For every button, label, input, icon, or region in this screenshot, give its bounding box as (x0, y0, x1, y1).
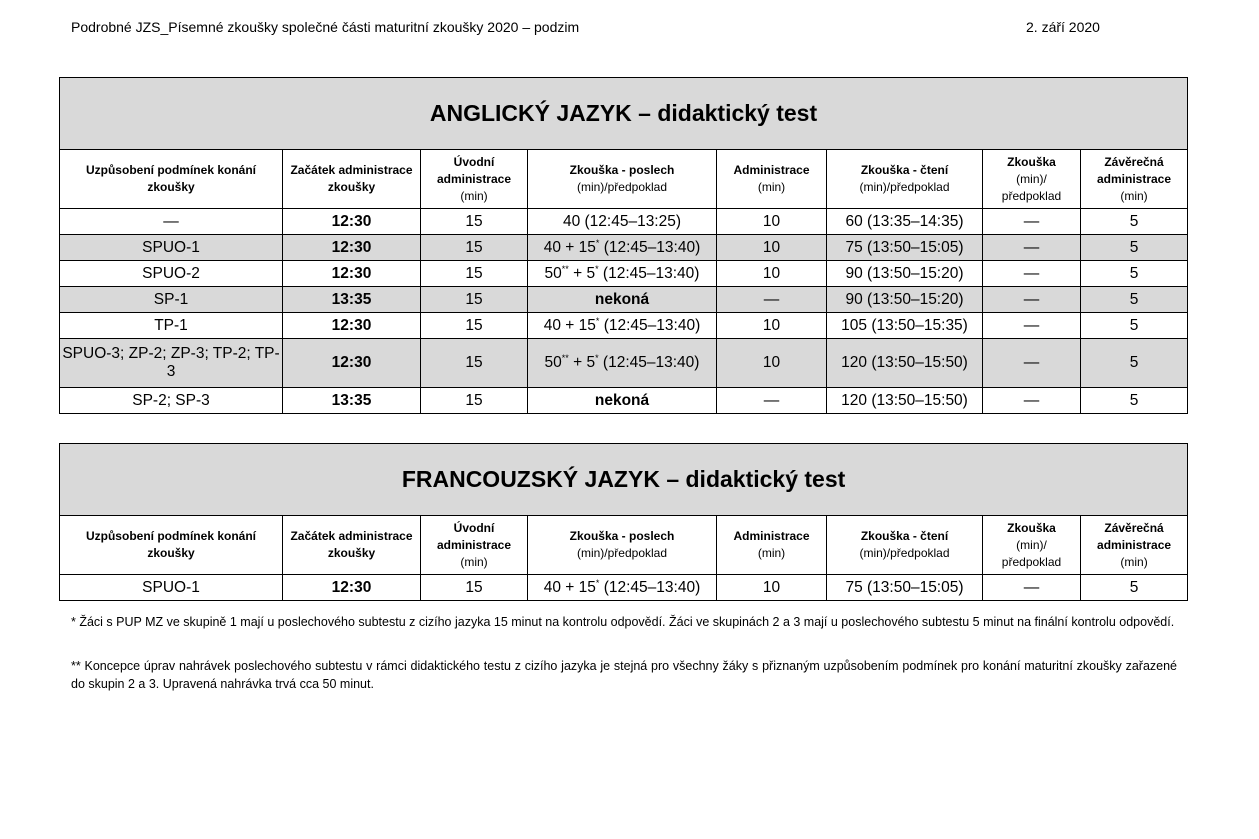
cell-exam: — (983, 313, 1081, 339)
col-header-intro: Úvodní administrace (min) (421, 150, 528, 209)
cell-intro: 15 (421, 209, 528, 235)
cell-admin: 10 (717, 339, 827, 388)
col-header-conditions: Uzpůsobení podmínek konání zkoušky (60, 150, 283, 209)
table-title: FRANCOUZSKÝ JAZYK – didaktický test (60, 444, 1188, 516)
cell-exam: — (983, 339, 1081, 388)
table-row (60, 209, 1188, 235)
footnote-double-asterisk: ** Koncepce úprav nahrávek poslechového subtestu v rámci didaktického testu z cizího jazyka je stejná pro všechny žáky s přiznaným uzpůsobením podmínek pro konání maturitní zkoušky zařazené do skupin 2 a 3. Upravená nahrávka trvá cca 50 minut. (71, 659, 1177, 691)
cell-intro: 15 (421, 313, 528, 339)
cell-conditions: TP-1 (60, 313, 283, 339)
cell-listening: 40 (12:45–13:25) (528, 209, 717, 235)
table-row (60, 313, 1188, 339)
cell-admin: 10 (717, 575, 827, 601)
cell-listening: 50** + 5* (12:45–13:40) (528, 339, 717, 388)
cell-exam: — (983, 575, 1081, 601)
cell-conditions: SP-2; SP-3 (60, 388, 283, 414)
cell-final: 5 (1081, 209, 1188, 235)
table-row (60, 261, 1188, 287)
cell-intro: 15 (421, 261, 528, 287)
cell-conditions: — (60, 209, 283, 235)
cell-intro: 15 (421, 575, 528, 601)
table-title: ANGLICKÝ JAZYK – didaktický test (60, 78, 1188, 150)
french-schedule-table (59, 443, 1188, 601)
cell-start: 12:30 (283, 575, 421, 601)
cell-intro: 15 (421, 287, 528, 313)
cell-exam: — (983, 261, 1081, 287)
cell-listening: 40 + 15* (12:45–13:40) (528, 575, 717, 601)
cell-intro: 15 (421, 339, 528, 388)
cell-conditions: SPUO-3; ZP-2; ZP-3; TP-2; TP-3 (60, 339, 283, 388)
col-header-intro: Úvodní administrace (min) (421, 516, 528, 575)
table-row (60, 388, 1188, 414)
col-header-start: Začátek administrace zkoušky (283, 150, 421, 209)
col-header-listening: Zkouška - poslech (min)/předpoklad (528, 516, 717, 575)
table-row (60, 575, 1188, 601)
cell-conditions: SPUO-1 (60, 575, 283, 601)
table-row (60, 235, 1188, 261)
cell-admin: — (717, 388, 827, 414)
col-header-reading: Zkouška - čtení (min)/předpoklad (827, 516, 983, 575)
cell-exam: — (983, 388, 1081, 414)
cell-start: 12:30 (283, 339, 421, 388)
cell-start: 12:30 (283, 235, 421, 261)
cell-reading: 75 (13:50–15:05) (827, 235, 983, 261)
cell-exam: — (983, 235, 1081, 261)
cell-start: 13:35 (283, 388, 421, 414)
english-schedule-table (59, 77, 1188, 414)
col-header-exam: Zkouška (min)/ předpoklad (983, 516, 1081, 575)
cell-admin: 10 (717, 235, 827, 261)
cell-reading: 60 (13:35–14:35) (827, 209, 983, 235)
cell-intro: 15 (421, 388, 528, 414)
cell-admin: 10 (717, 209, 827, 235)
cell-listening: 50** + 5* (12:45–13:40) (528, 261, 717, 287)
col-header-reading: Zkouška - čtení (min)/předpoklad (827, 150, 983, 209)
cell-listening: nekoná (528, 388, 717, 414)
col-header-start: Začátek administrace zkoušky (283, 516, 421, 575)
cell-intro: 15 (421, 235, 528, 261)
col-header-admin: Administrace (min) (717, 150, 827, 209)
cell-start: 12:30 (283, 261, 421, 287)
cell-exam: — (983, 209, 1081, 235)
col-header-exam: Zkouška (min)/ předpoklad (983, 150, 1081, 209)
cell-listening: nekoná (528, 287, 717, 313)
col-header-listening: Zkouška - poslech (min)/předpoklad (528, 150, 717, 209)
cell-final: 5 (1081, 339, 1188, 388)
cell-reading: 120 (13:50–15:50) (827, 388, 983, 414)
cell-reading: 90 (13:50–15:20) (827, 287, 983, 313)
cell-listening: 40 + 15* (12:45–13:40) (528, 313, 717, 339)
cell-reading: 90 (13:50–15:20) (827, 261, 983, 287)
col-header-conditions: Uzpůsobení podmínek konání zkoušky (60, 516, 283, 575)
col-header-admin: Administrace (min) (717, 516, 827, 575)
cell-start: 12:30 (283, 313, 421, 339)
col-header-final: Závěrečná administrace (min) (1081, 150, 1188, 209)
cell-final: 5 (1081, 235, 1188, 261)
cell-final: 5 (1081, 575, 1188, 601)
cell-reading: 120 (13:50–15:50) (827, 339, 983, 388)
cell-final: 5 (1081, 261, 1188, 287)
document-header-title: Podrobné JZS_Písemné zkoušky společné části maturitní zkoušky 2020 – podzim (71, 19, 580, 35)
table-row (60, 287, 1188, 313)
col-header-final: Závěrečná administrace (min) (1081, 516, 1188, 575)
cell-listening: 40 + 15* (12:45–13:40) (528, 235, 717, 261)
cell-reading: 75 (13:50–15:05) (827, 575, 983, 601)
cell-conditions: SPUO-1 (60, 235, 283, 261)
cell-conditions: SP-1 (60, 287, 283, 313)
cell-admin: — (717, 287, 827, 313)
cell-exam: — (983, 287, 1081, 313)
table-row (60, 339, 1188, 388)
cell-admin: 10 (717, 313, 827, 339)
cell-admin: 10 (717, 261, 827, 287)
column-header-row (60, 150, 1188, 209)
cell-final: 5 (1081, 313, 1188, 339)
column-header-row (60, 516, 1188, 575)
cell-start: 12:30 (283, 209, 421, 235)
cell-reading: 105 (13:50–15:35) (827, 313, 983, 339)
footnote-single-asterisk: * Žáci s PUP MZ ve skupině 1 mají u poslechového subtestu z cizího jazyka 15 minut na kontrolu odpovědí. Žáci ve skupinách 2 a 3 mají u poslechového subtestu 5 minut na finální kontrolu odpovědí. (71, 615, 1175, 629)
document-header-date: 2. září 2020 (1026, 19, 1100, 35)
cell-start: 13:35 (283, 287, 421, 313)
cell-conditions: SPUO-2 (60, 261, 283, 287)
cell-final: 5 (1081, 287, 1188, 313)
cell-final: 5 (1081, 388, 1188, 414)
